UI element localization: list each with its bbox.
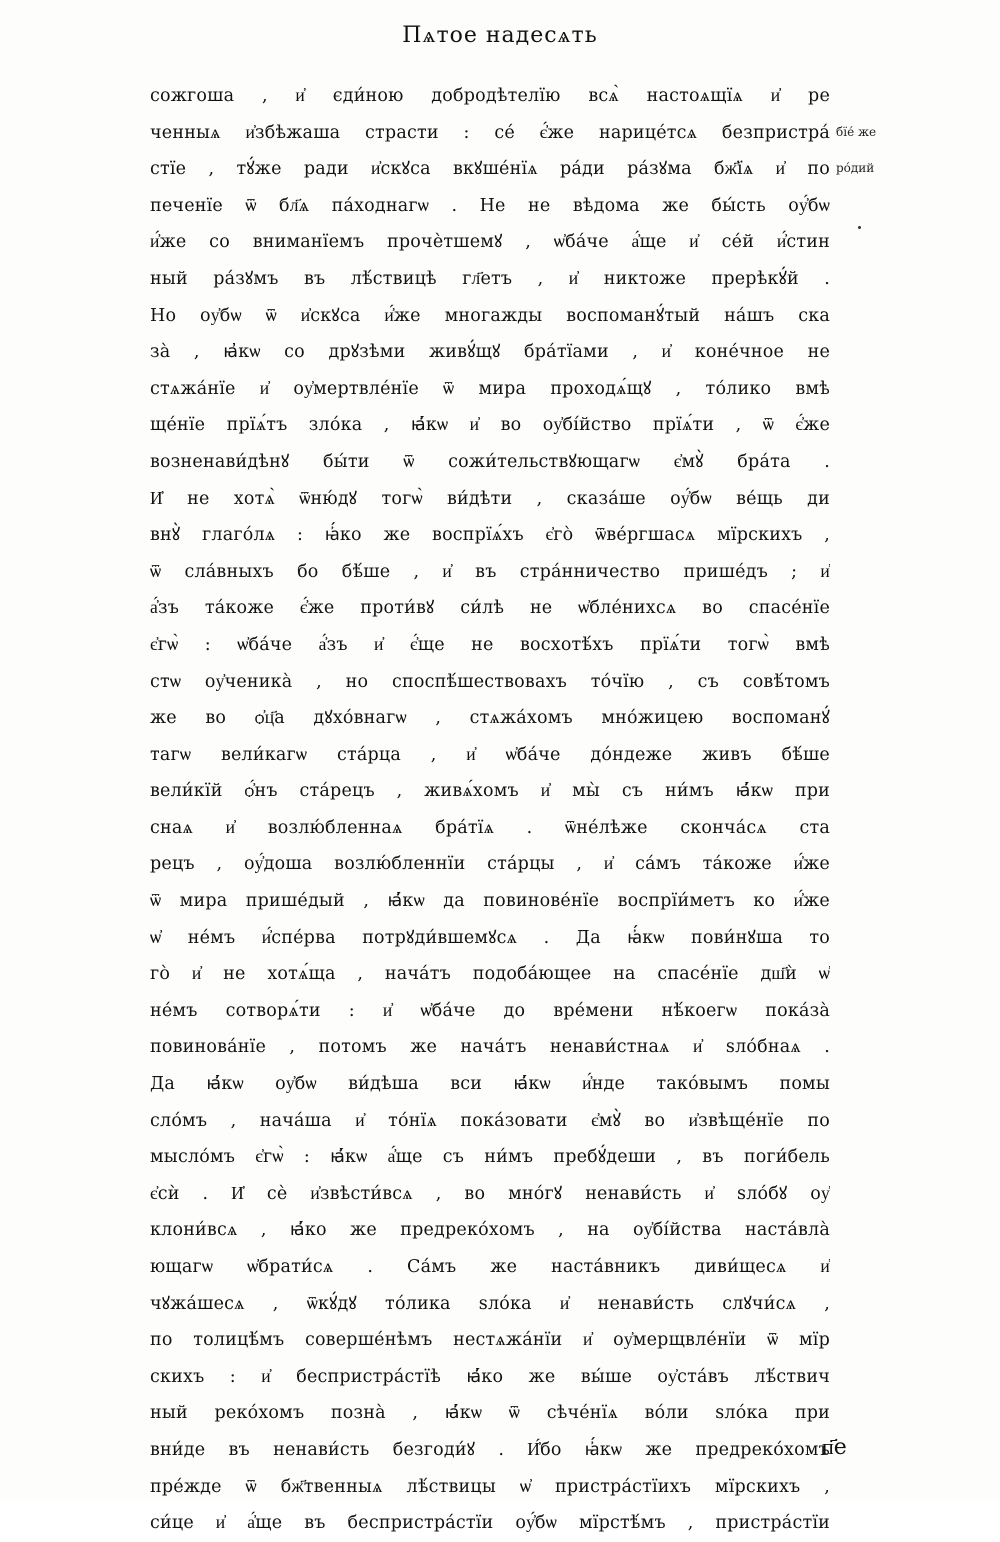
margin-note-line: ро́дий <box>836 161 875 175</box>
text-line: И҆ не хотѧ̀ ѿню́дꙋ тогѡ̀ ви́дѣти , сказа́ше оу҆́бѡ ве́щь ди <box>150 488 830 509</box>
text-line: стїе , тꙋ́же ради и҆скꙋса вкꙋше́нїѧ ра́ди ра́зꙋма бж҃їѧ и҆ по <box>150 159 830 180</box>
text-line: мысло́мъ є҆гѡ̀ : ꙗ҆́кѡ а҆́ще съ ни́мъ пребꙋ́деши , въ поги́бель <box>150 1147 830 1168</box>
text-line: повинова́нїе , потомъ же нача́тъ ненави́стнаѧ и҆ ѕло́бнаѧ . <box>150 1037 830 1058</box>
text-line: ѡ҆ не́мъ и҆́спе́рва потрꙋди́вшемꙋсѧ . Да ꙗ҆́кѡ пови́нꙋша то <box>150 927 830 948</box>
text-line: ный ра́зꙋмъ въ лѣ́ствицѣ гл҃етъ , и҆ никтоже прерѣкꙋ́й . <box>150 268 830 289</box>
text-line: за̀ , ꙗ҆кѡ со дрꙋзѣми живꙋ́щꙋ бра́тїами , и҆ коне́чное не <box>150 342 830 363</box>
text-line: скихъ : и҆ беспристра́стїѣ ꙗ҆́ко же вы́ше оу҆ста́въ лѣ́ствич <box>150 1366 830 1387</box>
text-line: ѿ сла́вныхъ бо бѣ́ше , и҆ въ стра́нничество прише́дъ ; и҆ <box>150 561 830 582</box>
text-line: по толицѣ́мъ соверше́нѣмъ нестѧжа́нїи и҆ оу҆мерщвле́нїи ѿ мїр <box>150 1330 830 1351</box>
margin-note <box>836 114 896 186</box>
text-line: вни́де въ ненави́сть безгоди́ꙋ . И҆́бо ꙗ҆́кѡ же предреко́хомъ <box>150 1439 830 1460</box>
text-line: не́мъ сотворѧ́ти : и҆ ѡ҆ба́че до вре́мени нѣ́коегѡ пока́за̀ <box>150 1000 830 1021</box>
text-line: ще́нїе прїѧ́тъ зло́ка , ꙗ҆́кѡ и҆ во оу҆бі́йство прїѧ́ти , ѿ є҆́же <box>150 415 830 436</box>
text-line: ѿ мира прише́дый , ꙗ҆́кѡ да повинове́нїе воспрїи́метъ ко и҆́же <box>150 891 830 912</box>
text-line: Да ꙗ҆́кѡ оу҆бѡ ви́дѣша вси ꙗ҆́кѡ и҆́нде тако́вымъ помы <box>150 1074 830 1095</box>
text-line: ченныѧ и҆збѣжаша страсти : се́ є҆́же нарице́тсѧ безпристра́ <box>150 122 830 143</box>
text-line: же во ѻ҆ц҃а дꙋхо́внагѡ , стѧжа́хомъ мно́жицею воспоманꙋ́ <box>150 708 830 729</box>
text-line: возненави́дѣнꙋ бы́ти ѿ сожи́тельствꙋющагѡ є҆мꙋ̀ бра́та . <box>150 451 830 472</box>
running-head: Пѧтое надесѧть <box>402 23 598 48</box>
text-line: и҆́же со вниманїемъ прочѐтшемꙋ , ѡ҆ба́че а҆́ще и҆ се́й и҆́стин <box>150 232 830 253</box>
text-line: стѧжа́нїе и҆ оу҆мертвле́нїе ѿ мира проходѧ́щꙋ , то́лико вмѣ <box>150 378 830 399</box>
text-line: Но оу҆бѡ ѿ и҆скꙋса и҆́же многажды воспоманꙋ́тый на́шъ ска <box>150 305 830 326</box>
text-line: а҆́зъ та́коже є҆́же проти́вꙋ си́лѣ не ѡ҆бле́нихсѧ во спасе́нїе <box>150 598 830 619</box>
text-line: тагѡ вели́кагѡ ста́рца , и҆ ѡ҆ба́че до́ндеже живъ бѣ́ше <box>150 744 830 765</box>
text-line: пре́жде ѿ бж҃твенныѧ лѣ́ствицы ѡ҆ пристра́стїихъ мїрскихъ , <box>150 1476 830 1497</box>
text-line: стѡ оу҆ченика̀ , но споспѣ́шествовахъ то́чїю , съ совѣ́томъ <box>150 671 830 692</box>
ink-speck <box>858 226 861 229</box>
text-line: є҆гѡ̀ : ѡ҆ба́че а҆́зъ и҆ є҆́ще не восхотѣ́хъ прїѧ́ти тогѡ̀ вмѣ <box>150 634 830 655</box>
text-line: ный реко́хомъ позна̀ , ꙗ҆́кѡ ѿ сѣче́нїѧ во́ли ѕло́ка при <box>150 1403 830 1424</box>
text-line: чꙋжа́шесѧ , ѿкꙋ́дꙋ то́лика ѕло́ка и҆ ненави́сть слꙋчи́сѧ , <box>150 1293 830 1314</box>
text-line: є҆сѝ . И҆ сѐ и҆звѣсти́всѧ , во мно́гꙋ ненави́сть и҆ ѕло́бꙋ оу҆ <box>150 1183 830 1204</box>
text-line: ющагѡ ѡ҆брати́сѧ . Са́мъ же наста́вникъ диви́щесѧ и҆ <box>150 1257 830 1277</box>
text-line: сло́мъ , нача́ша и҆ то́нїѧ пока́зовати є҆мꙋ̀ во и҆звѣще́нїе по <box>150 1110 830 1131</box>
text-line: рецъ , оу҆́доша возлю́бленнїи ста́рцы , и҆ са́мъ та́коже и҆́же <box>150 854 830 875</box>
folio-number: п҃е <box>822 1435 847 1460</box>
text-block <box>150 78 830 1542</box>
text-line: печенїе ѿ бл҃ѧ па́ходнагѡ . Не не вѣдома же бы́сть оу҆́бѡ <box>150 195 830 216</box>
text-line: вели́кїй ѻ҆́нъ ста́рецъ , живѧ́хомъ и҆ мы̀ съ ни́мъ ꙗ҆́кѡ при <box>150 781 830 802</box>
text-line: си́це и҆ а҆́ще въ беспристра́стїи оу҆́бѡ мїрстѣ́мъ , пристра́стїи <box>150 1513 830 1534</box>
text-line: клони́всѧ , ꙗ҆́ко же предреко́хомъ , на оу҆бі́йства наста́вла̀ <box>150 1220 830 1241</box>
margin-note-line: бїе́ же <box>836 125 877 139</box>
text-line: снаѧ и҆ возлю́бленнаѧ бра́тїѧ . ѿне́лѣже сконча́сѧ ста <box>150 817 830 838</box>
text-line: внꙋ̀ глаго́лѧ : ꙗ҆́ко же воспрїѧ́хъ є҆го̀ ѿве́ргшасѧ мїрскихъ , <box>150 525 830 546</box>
text-line: го̀ и҆ не хотѧ́ща , нача́тъ подоба́ющее на спасе́нїе дш҃ѝ ѡ҆ <box>150 964 830 985</box>
text-line: сожгоша , и҆ єди́ною добродѣтелїю всѧ̀ настоѧщїѧ и҆ ре <box>150 86 830 106</box>
